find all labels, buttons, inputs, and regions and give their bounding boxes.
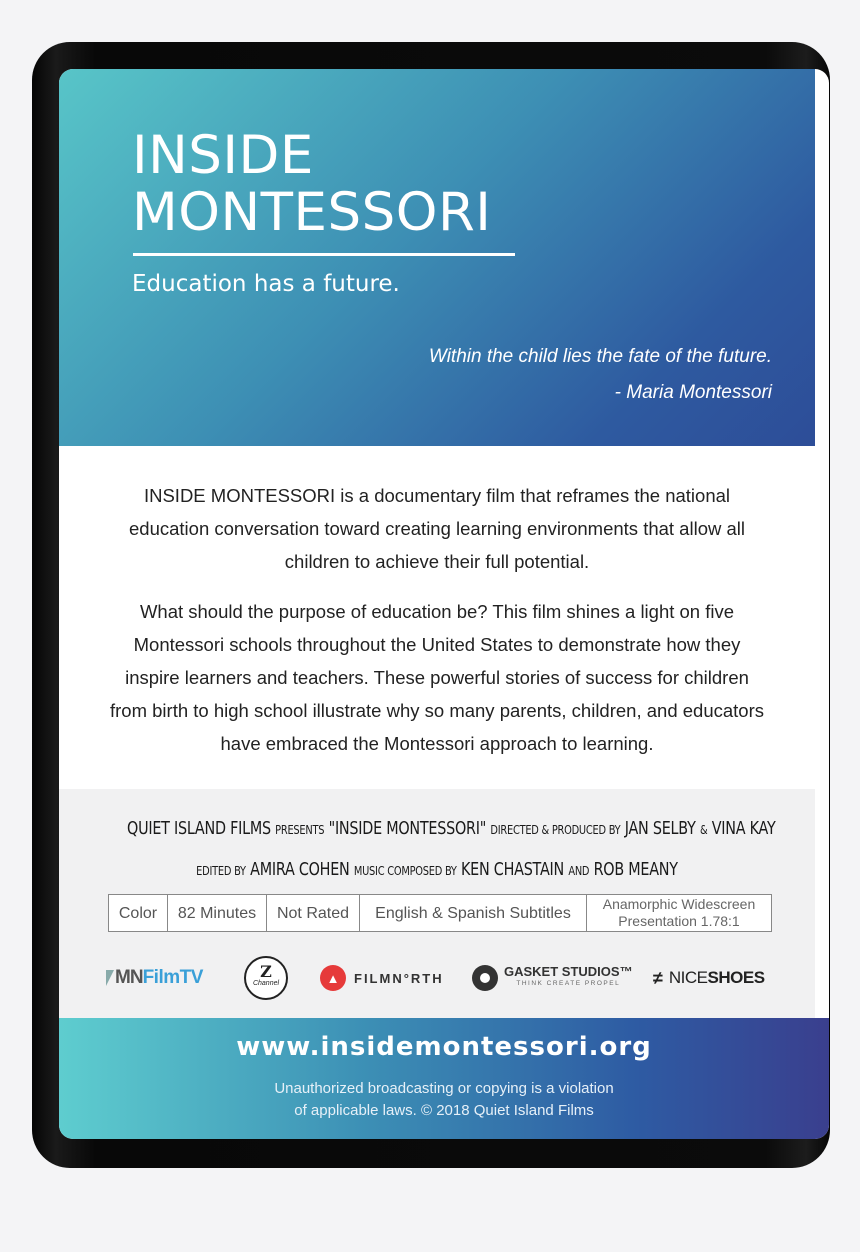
title-underline — [133, 253, 515, 256]
mnfilmtv-logo — [106, 954, 203, 1002]
credits-line-1 — [127, 809, 776, 850]
director-2: VINA KAY — [711, 819, 776, 839]
filmnorth-icon: ▲ — [320, 965, 346, 991]
spec-aspect — [587, 895, 771, 931]
spec-rating: Not Rated — [267, 895, 360, 931]
description — [109, 479, 765, 777]
title-line-1: INSIDE — [132, 125, 314, 186]
header-panel — [59, 69, 815, 446]
mn-text: MN — [115, 967, 143, 988]
shoes-text: SHOES — [707, 968, 765, 987]
quote-author: - Maria Montessori — [614, 382, 772, 403]
dvd-back-cover — [59, 69, 829, 1139]
edited-label: EDITED BY — [196, 864, 246, 878]
ampersand: & — [699, 823, 708, 837]
aspect-line-2: Presentation 1.78:1 — [618, 913, 740, 929]
directed-label: DIRECTED & PRODUCED BY — [490, 823, 621, 837]
spec-color: Color — [109, 895, 168, 931]
nice-text: NICE — [668, 968, 708, 987]
filmtv-text: FilmTV — [142, 967, 203, 988]
website-url[interactable]: www.insidemontessori.org — [236, 1032, 652, 1062]
legal-line-1: Unauthorized broadcasting or copying is a violation — [274, 1080, 614, 1097]
channel-z-letter: Z — [260, 962, 272, 981]
channel-z-text: Channel — [252, 980, 280, 987]
composer-2: ROB MEANY — [593, 860, 678, 880]
film-title — [132, 127, 491, 241]
and-label: AND — [568, 864, 590, 878]
music-label: MUSIC COMPOSED BY — [353, 864, 457, 878]
channel-z-logo — [244, 954, 288, 1002]
composer-1: KEN CHASTAIN — [461, 860, 565, 880]
billing-block — [127, 809, 776, 891]
sponsor-logos — [59, 954, 815, 1002]
gasket-tagline: THINK CREATE PROPEL — [516, 980, 621, 987]
spec-runtime: 82 Minutes — [168, 895, 267, 931]
gasket-text: GASKET STUDIOS™ — [504, 964, 633, 979]
filmnorth-logo — [320, 954, 444, 1002]
description-paragraph-1: INSIDE MONTESSORI is a documentary film that reframes the national education conversation toward creating learning environments that allow all children to achieve their full potential. — [129, 485, 745, 572]
spec-subtitles: English & Spanish Subtitles — [360, 895, 587, 931]
studio-name: QUIET ISLAND FILMS — [127, 819, 271, 839]
tagline: Education has a future. — [132, 271, 400, 297]
credits-line-2 — [127, 850, 747, 891]
legal-line-2: of applicable laws. © 2018 Quiet Island Films — [294, 1102, 594, 1119]
aspect-line-1: Anamorphic Widescreen — [602, 896, 756, 912]
quote-block — [429, 339, 772, 411]
description-paragraph-2: What should the purpose of education be? This film shines a light on five Montessori schools throughout the United States to demonstrate how they inspire learners and teachers. These powerful stories of success for children from birth to high school illustrate why so many parents, children, and educators have embraced the Montessori approach to learning. — [110, 601, 764, 754]
niceshoes-icon: ≠ — [653, 967, 663, 988]
niceshoes-logo — [653, 954, 765, 1002]
legal-notice — [59, 1078, 829, 1122]
film-name: "INSIDE MONTESSORI" — [328, 819, 487, 839]
title-line-2: MONTESSORI — [132, 182, 492, 243]
gasket-icon — [472, 965, 498, 991]
editor-name: AMIRA COHEN — [250, 860, 350, 880]
quote-text: Within the child lies the fate of the future. — [428, 346, 772, 367]
gasket-studios-logo — [472, 954, 633, 1002]
footer-panel — [59, 1018, 829, 1139]
director-1: JAN SELBY — [624, 819, 696, 839]
presents-label: PRESENTS — [275, 823, 325, 837]
specs-table — [108, 894, 772, 932]
filmnorth-text: FILMN°RTH — [354, 970, 444, 986]
